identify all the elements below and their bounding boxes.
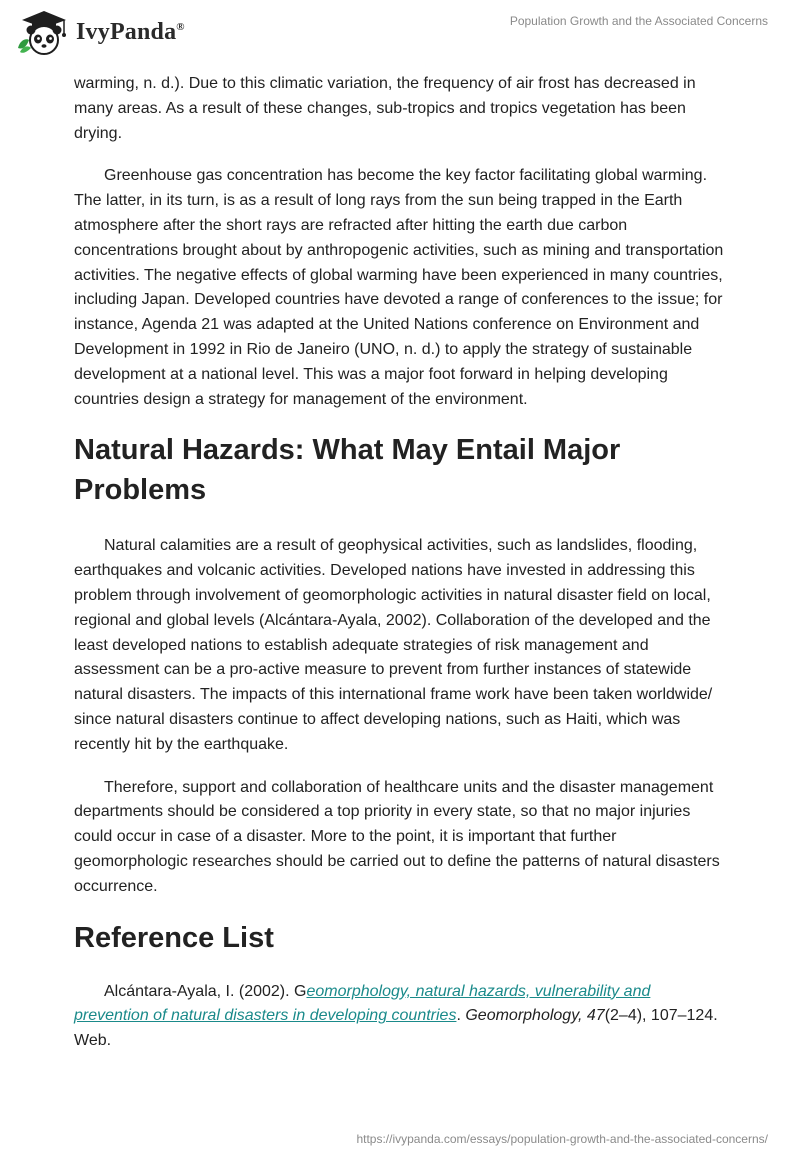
paragraph-conclusion: Therefore, support and collaboration of healthcare units and the disaster management departments should be considered a top priority in every state, so that no major injuries could occur in case of a disaster. More to the point, it is important that further geomorphologic researches should be carried out to define the patterns of natural disasters occurrence. bbox=[74, 778, 720, 895]
footer-url: https://ivypanda.com/essays/population-growth-and-the-associated-concerns/ bbox=[356, 1132, 768, 1146]
paragraph-continuation: warming, n. d.). Due to this climatic variation, the frequency of air frost has decreased in many areas. As a result of these changes, sub-tropics and tropics vegetation has been drying. bbox=[74, 75, 696, 142]
heading-natural-hazards: Natural Hazards: What May Entail Major Problems bbox=[74, 434, 621, 507]
reference-journal: Geomorphology, 47 bbox=[465, 1007, 605, 1025]
paragraph-natural-calamities: Natural calamities are a result of geophysical activities, such as landslides, flooding, earthquakes and volcanic activities. Developed nations have invested in addressing this problem through involvement of geomorphologic activities in natural disaster field on local, regional and global levels (Alcántara-Ayala, 2002). Collaboration of the developed and the least developed nations to establish adequate strategies of risk management and assessment can be a pro-active measure to prevent from further instances of statewide natural disasters. The impacts of this international frame work have been taken worldwide/ since natural disasters continue to affect developing nations, such as Haiti, which was recently hit by the earthquake. bbox=[74, 537, 713, 753]
paragraph-greenhouse: Greenhouse gas concentration has become the key factor facilitating global warming. The latter, in its turn, is as a result of long rays from the sun being trapped in the Earth atmosphere after the short rays are refracted after hitting the earth due carbon concentrations brought about by anthropogenic activities, such as mining and transportation activities. The negative effects of global warming have been experienced in many countries, including Japan. Developed countries have devoted a range of conferences to the issue; for instance, Agenda 21 was adapted at the United Nations conference on Environment and Development in 1992 in Rio de Janeiro (UNO, n. d.) to apply the strategy of sustainable development at a national level. This was a major foot forward in helping developing countries design a strategy for management of the environment. bbox=[74, 167, 724, 408]
reference-authors: Alcántara-Ayala, I. (2002). G bbox=[104, 982, 307, 1000]
running-title: Population Growth and the Associated Concerns bbox=[509, 14, 768, 28]
reference-issue-pages: (2–4), 107–124. Web. bbox=[74, 1007, 718, 1050]
brand-name: IvyPanda® bbox=[76, 18, 185, 45]
page-header bbox=[0, 0, 800, 70]
ivypanda-logo[interactable] bbox=[14, 8, 185, 56]
heading-reference-list: Reference List bbox=[74, 921, 274, 954]
reference-entry: Alcántara-Ayala, I. (2002). Geomorphology, natural hazards, vulnerability and prevention of natural disasters in developing countries. Geomorphology, 47(2–4), 107–124. Web. bbox=[74, 982, 718, 1050]
reference-link[interactable]: eomorphology, natural hazards, vulnerability and prevention of natural disasters in developing countries bbox=[74, 982, 651, 1025]
panda-graduate-icon bbox=[14, 8, 72, 56]
essay-body bbox=[74, 72, 724, 1072]
